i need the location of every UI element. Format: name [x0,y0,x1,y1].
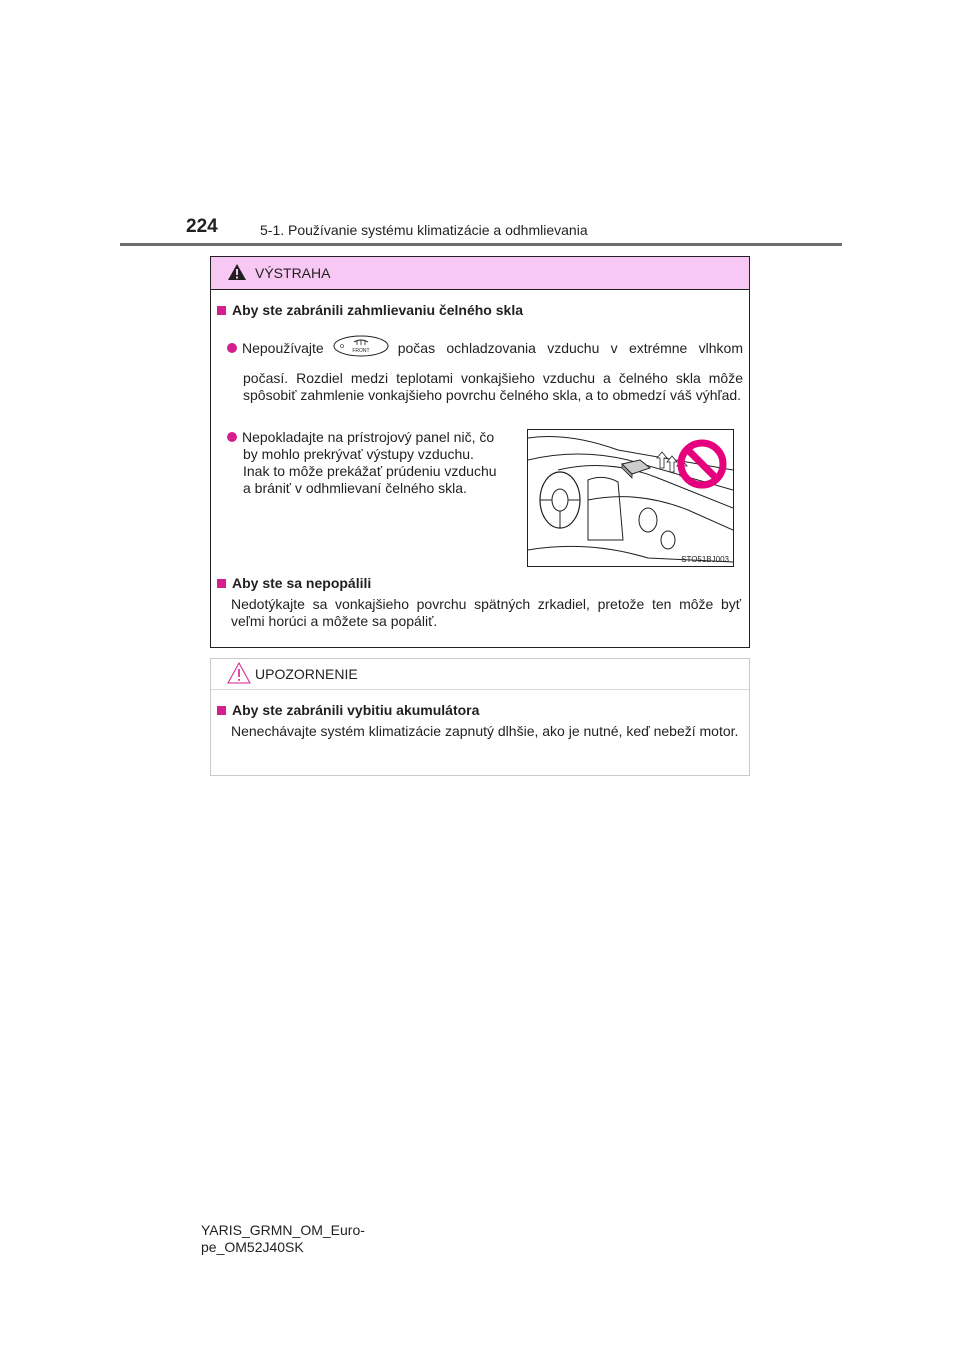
bullet-line-4: a brániť v odhmlievaní čelného skla. [243,480,467,496]
bullet-marker [227,432,237,442]
illustration-code: STO51BJ003 [681,555,729,564]
warning-triangle-icon [227,263,247,286]
bullet-text-rest: počasí. Rozdiel medzi teplotami vonkajšieho vzduchu a čelného skla môže spôsobiť zahmlenie vonkajšieho povrchu čelného skla, a to obmedzí váš výhľad. [243,370,743,403]
warning-bullet-defog [227,335,743,404]
section-marker [217,706,226,715]
button-label: FRONT [352,348,370,354]
warning-header [211,257,749,290]
front-defogger-button-icon [332,335,390,361]
section-title: Aby ste sa nepopálili [232,575,372,591]
section-title: Aby ste zabránili zahmlievaniu čelného skla [232,302,523,318]
section-marker [217,579,226,588]
section-title: Aby ste zabránili vybitiu akumulátora [232,702,480,718]
footer-line-1: YARIS_GRMN_OM_Euro- [201,1222,365,1238]
warning-label: VÝSTRAHA [255,265,331,281]
footer-doc-id [201,1222,365,1256]
warning-bullet-dashboard [227,429,527,497]
caution-section-battery [217,702,479,719]
bullet-text-after: počas ochladzovania vzduchu v extrémne vlhkom [397,339,743,356]
prohibited-icon [676,438,728,495]
bullet-marker [227,343,237,353]
dashboard-illustration [527,429,734,567]
bullet-text-start: Nepoužívajte [242,339,324,356]
bullet-line-2: by mohlo prekrývať výstupy vzduchu. [243,446,474,462]
header-divider [120,243,842,246]
warning-burn-text: Nedotýkajte sa vonkajšieho povrchu spätných zrkadiel, pretože ten môže byť veľmi horúci a môžete sa popáliť. [231,596,741,629]
caution-label: UPOZORNENIE [255,666,358,682]
caution-battery-text: Nenechávajte systém klimatizácie zapnutý dlhšie, ako je nutné, keď nebeží motor. [231,723,739,739]
warning-section-defog [217,302,523,319]
page-number: 224 [186,216,218,237]
section-marker [217,306,226,315]
caution-box [210,658,750,776]
chapter-title: 5-1. Používanie systému klimatizácie a odhmlievania [260,222,588,238]
warning-section-burn [217,575,371,592]
footer-line-2: pe_OM52J40SK [201,1239,304,1255]
warning-box [210,256,750,648]
bullet-line-3: Inak to môže prekážať prúdeniu vzduchu [243,463,497,479]
caution-triangle-icon [227,662,251,689]
bullet-line-1: Nepokladajte na prístrojový panel nič, čo [242,429,495,445]
caution-header [211,659,749,690]
